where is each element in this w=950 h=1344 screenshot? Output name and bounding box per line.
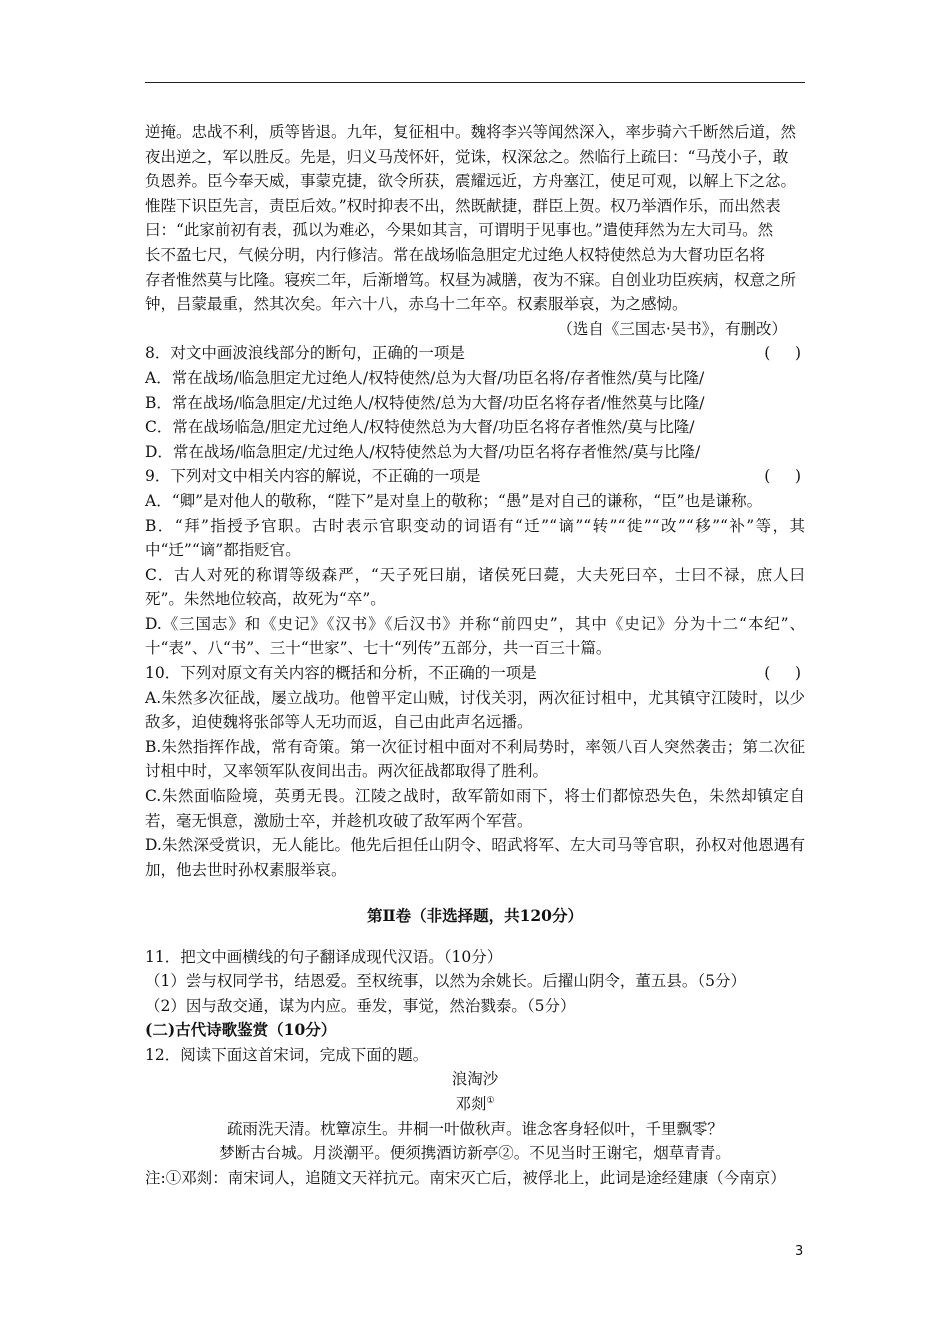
poem-line: 梦断古台城。月淡潮平。便须携酒访新亭②。不见当时王谢宅，烟草青青。 (219, 1144, 731, 1163)
option-d: D.朱然深受赏识，无人能比。他先后担任山阴令、昭武将军、左大司马等官职，孙权对他恩遇有加，他去世时孙权素服举哀。 (145, 836, 805, 879)
option-a: A.朱然多次征战，屡立战功。他曾平定山贼，讨伐关羽，两次征讨柤中，尤其镇守江陵时，以少敌多，迫使魏将张郃等人无功而返，自己由此声名远播。 (145, 688, 805, 732)
question-9-stem: 9．下列对文中相关内容的解说，不正确的一项是 (145, 467, 481, 486)
answer-paren: ( ) (764, 344, 801, 363)
option-d: D．常在战场/临急胆定/尤过绝人/权特使然总为大督/功臣名将存者惟然/莫与比隆/ (145, 442, 701, 461)
poetry-section-heading: (二)古代诗歌鉴赏（10分） (145, 1020, 337, 1040)
passage-line: 惟陛下识臣先言，责臣后效。”权时抑表不出，然既献捷，群臣上贺。权乃举酒作乐，而出然表 (145, 196, 781, 215)
option-b: B．常在战场/临急胆定/尤过绝人/权特使然/总为大督/功臣名将存者/惟然莫与比隆/ (145, 393, 705, 412)
passage-line: 长不盈七尺，气候分明，内行修洁。常在战场临急胆定尤过绝人权特使然总为大督功臣名将 (145, 245, 766, 264)
question-11 (145, 945, 805, 1019)
question-10 (145, 661, 805, 882)
poem-line: 疏雨洗天清。枕簟凉生。井桐一叶做秋声。谁念客身轻似叶，千里飘零？ (226, 1119, 723, 1138)
passage-line: 曰：“此家前初有表，孤以为难必，今果如其言，可谓明于见事也。”遣使拜然为左大司马。然 (145, 221, 774, 240)
option-c: C．常在战场临急/胆定尤过绝人/权特使然总为大督/功臣名将存者惟然/莫与比隆/ (145, 418, 695, 437)
option-c: C.朱然面临险境，英勇无畏。江陵之战时，敌军箭如雨下，将士们都惊恐失色，朱然却镇定自若，毫无惧意，激励士卒，并趁机攻破了敌军两个军营。 (145, 787, 805, 830)
question-11-stem: 11．把文中画横线的句子翻译成现代汉语。（10分） (145, 947, 503, 966)
option-c: C．古人对死的称谓等级森严，“天子死曰崩，诸侯死曰薨，大夫死曰卒，士曰不禄，庶人曰死”。朱然地位较高，故死为“卒”。 (145, 565, 805, 609)
part-2-title: 第Ⅱ卷（非选择题，共120分） (367, 906, 583, 926)
option-d: D.《三国志》和《史记》《汉书》《后汉书》并称“前四史”，其中《史记》分为十二“本纪”、十“表”、八“书”、三十“世家”、七十“列传”五部分，共一百三十篇。 (145, 614, 805, 658)
question-11-item: （1）尝与权同学书，结恩爱。至权统事，以然为余姚长。后擢山阴令，董五县。（5分） (145, 972, 746, 991)
question-12 (145, 1043, 805, 1191)
poem-author-name: 邓剡 (455, 1095, 487, 1114)
option-b: B．“拜”指授予官职。古时表示官职变动的词语有“迁”“谪”“转”“徙”“改”“移”“补”等，其中“迁”“谪”都指贬官。 (145, 516, 805, 560)
answer-paren: ( ) (764, 664, 801, 683)
passage-line: 存者惟然莫与比隆。寝疾二年，后渐增笃。权昼为减膳，夜为不寐。自创业功臣疾病，权意之所 (145, 270, 797, 289)
page-number: 3 (795, 1244, 804, 1259)
poem-title: 浪淘沙 (451, 1070, 499, 1089)
question-12-stem: 12．阅读下面这首宋词，完成下面的题。 (145, 1045, 429, 1064)
page-content (145, 120, 805, 1190)
passage-line: 逆掩。忠战不利，质等皆退。九年，复征柤中。魏将李兴等闻然深入，率步骑六千断然后道，然 (145, 123, 797, 141)
question-8 (145, 341, 805, 464)
passage-source: （选自《三国志·吴书》，有删改） (557, 319, 787, 338)
poem-author (145, 1092, 805, 1117)
question-10-stem: 10．下列对原文有关内容的概括和分析，不正确的一项是 (145, 664, 537, 683)
option-a: A．“卿”是对他人的敬称，“陛下”是对皇上的敬称；“愚”是对自己的谦称，“臣”也是谦称。 (145, 491, 763, 510)
passage-line: 钟，吕蒙最重，然其次矣。年六十八，赤乌十二年卒。权素服举哀，为之感恸。 (145, 295, 688, 314)
option-b: B.朱然指挥作战，常有奇策。第一次征讨柤中面对不利局势时，率领八百人突然袭击；第二次征讨柤中时，又率领军队夜间出击。两次征战都取得了胜利。 (145, 737, 805, 781)
option-a: A．常在战场/临急胆定尤过绝人/权特使然/总为大督/功臣名将/存者惟然/莫与比隆/ (145, 368, 705, 387)
poem-note: 注:①邓剡：南宋词人，追随文天祥抗元。南宋灭亡后，被俘北上，此词是途经建康（今南京） (145, 1168, 786, 1187)
passage-line: 负恩养。臣今奉天威，事蒙克捷，欲令所获，震耀远近，方舟塞江，使足可观，以解上下之忿。 (145, 172, 797, 191)
answer-paren: ( ) (764, 467, 801, 486)
question-11-item: （2）因与敌交通，谋为内应。垂发，事觉，然治戮泰。（5分） (145, 996, 576, 1015)
passage-line: 夜出逆之，军以胜反。先是，归义马茂怀奸，觉诛，权深忿之。然临行上疏曰：“马茂小子，敢 (145, 147, 789, 166)
header-rule (145, 82, 805, 83)
footnote-marker: ① (486, 1095, 495, 1106)
question-8-stem: 8．对文中画波浪线部分的断句，正确的一项是 (145, 344, 465, 363)
passage (145, 120, 805, 341)
question-9 (145, 464, 805, 661)
